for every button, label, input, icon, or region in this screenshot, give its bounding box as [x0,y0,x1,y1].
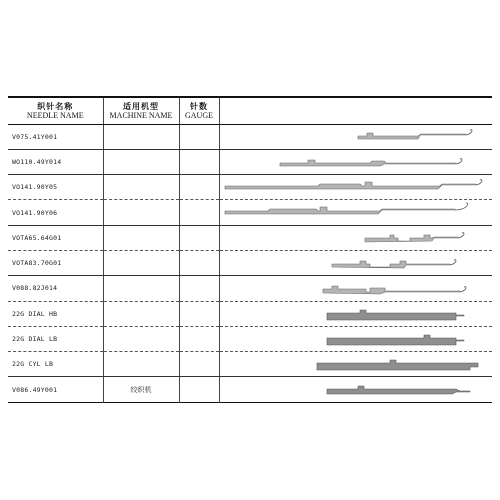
table-row [8,124,492,149]
needle-name-cell: 22G DIAL LB [8,326,103,351]
gauge-cell [179,250,219,275]
machine-name-cell [103,352,179,377]
table-row [8,225,492,250]
needle-name-cell: V088.82J014 [8,276,103,301]
needle-body [365,235,458,242]
needle-name-cell: VOTA83.70G01 [8,250,103,275]
table-row [8,301,492,326]
gauge-cell [179,276,219,301]
gauge-cell [179,301,219,326]
needle-name-cell: V086.49Y001 [12,385,58,394]
needle-name-cell: VO141.90Y06 [8,200,103,225]
needle-diagram-cell [219,276,492,301]
needle-body [225,182,476,189]
needle-hook [456,158,462,163]
butt-needle-icon [220,125,493,150]
dial-needle-icon [220,327,493,352]
header-needle-name-cn: 织针名称 [37,101,74,111]
dial-needle-icon [220,302,493,327]
butt-needle-icon [220,150,493,175]
gauge-cell [179,124,219,149]
long-butt-needle-icon [220,175,493,200]
table-body [8,124,492,402]
needle-diagram-cell [219,377,492,402]
double-butt-needle-icon [220,226,493,251]
needle-hook [455,203,468,210]
table-row [8,377,492,402]
gauge-cell [179,149,219,174]
header-gauge-cn: 针数 [190,101,208,111]
gauge-cell [179,200,219,225]
needle-body [280,160,456,166]
gauge-cell [179,326,219,351]
machine-name-cell [103,149,179,174]
machine-name-cell [103,276,179,301]
header-needle-name-en: NEEDLE NAME [26,110,84,120]
double-butt-needle-icon [220,251,493,276]
table-row [8,200,492,225]
needle-diagram-cell [219,301,492,326]
needle-name-cell: V075.41Y001 [8,124,103,149]
header-needle-name [8,97,103,124]
needle-diagram-cell [219,200,492,225]
machine-name-cell: 绞织机 [103,377,179,402]
machine-name-cell [103,200,179,225]
gauge-cell [179,377,219,402]
needle-hook [476,180,482,185]
long-butt-needle-icon [220,200,493,225]
table-row [8,149,492,174]
cylinder-needle-icon [220,352,493,377]
needle-specification-table [8,96,492,403]
gauge-cell [179,175,219,200]
header-machine-name-en: MACHINE NAME [109,110,173,120]
needle-diagram-cell [219,149,492,174]
needle-hook [466,129,472,134]
machine-name-cell [103,175,179,200]
header-diagram [219,97,492,124]
gauge-cell [179,352,219,377]
needle-diagram-cell [219,175,492,200]
needle-body [225,207,455,214]
needle-body [323,286,460,294]
needle-diagram-cell [219,250,492,275]
needle-hook [450,260,456,265]
needle-name-cell: WO110.49Y014 [8,149,103,174]
needle-diagram-cell [219,225,492,250]
table-header-row [8,97,492,124]
needle-name-cell: 22G CYL LB [8,352,103,377]
needle-name-cell: VOTA65.64G01 [8,225,103,250]
table-row [8,250,492,275]
machine-name-cell [103,124,179,149]
header-gauge [179,97,219,124]
gauge-cell [179,225,219,250]
needle-body [358,133,466,139]
needle-name-cell: 22G DIAL HB [8,301,103,326]
needle-body [332,261,450,268]
needle-body [327,310,464,320]
flat-needle-icon [220,377,493,402]
header-machine-name [103,97,179,124]
machine-name-cell [103,301,179,326]
needle-diagram-cell [219,124,492,149]
machine-name-cell [103,326,179,351]
needle-body [327,335,464,345]
header-machine-name-cn: 适用机型 [123,101,159,111]
machine-name-cell [103,225,179,250]
butt-needle-icon [220,276,493,301]
table-row [8,326,492,351]
needle-body [317,360,478,370]
machine-name-cell [103,250,179,275]
table-row [8,276,492,301]
needle-hook [460,287,466,292]
needle-body [327,386,470,394]
needle-diagram-cell [219,352,492,377]
needle-name-cell: VO141.90Y05 [8,175,103,200]
table-row [8,175,492,200]
needle-hook [458,232,464,237]
table-row [8,352,492,377]
needle-diagram-cell [219,326,492,351]
header-gauge-en: GAUGE [185,110,213,120]
